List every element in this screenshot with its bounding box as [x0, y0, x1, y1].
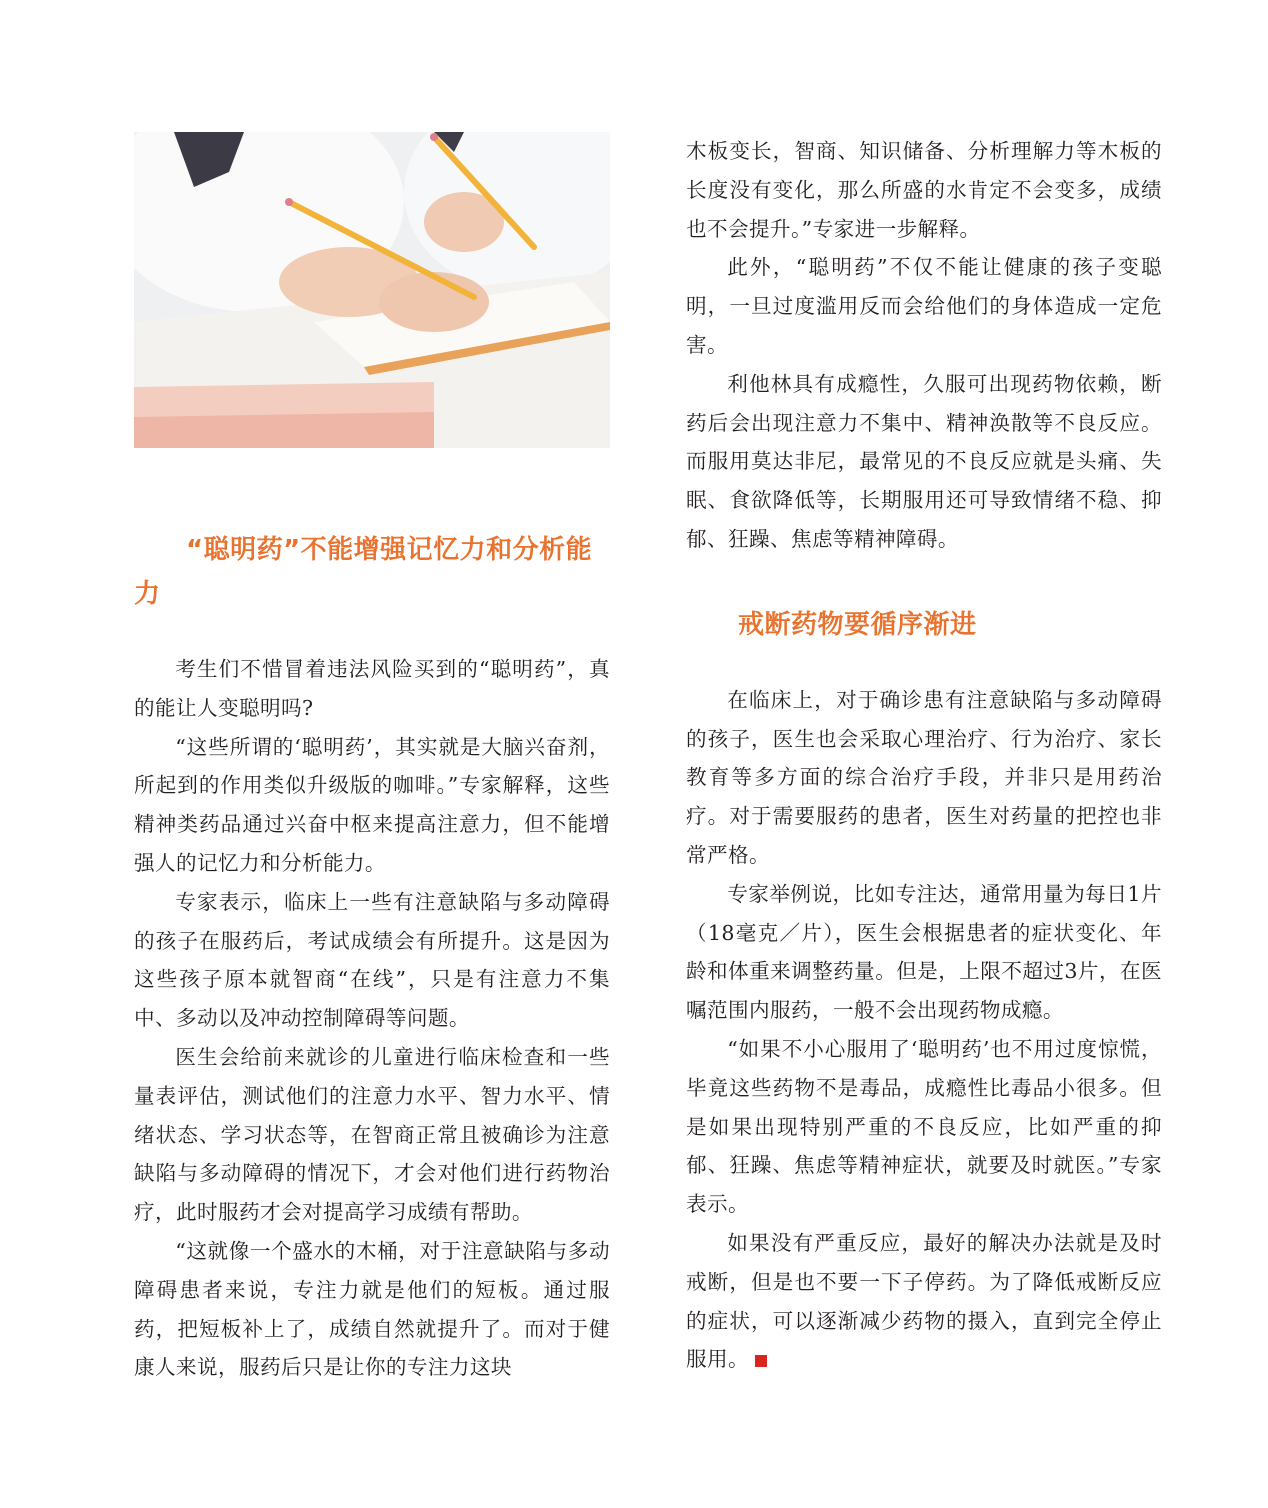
- paragraph: “如果不小心服用了‘聪明药’也不用过度惊慌，毕竟这些药物不是毒品，成瘾性比毒品小很多。但是如果出现特别严重的不良反应，比如严重的抑郁、狂躁、焦虑等精神症状，就要及时就医。”专家表示。: [686, 1036, 1162, 1217]
- students-writing-illustration: [134, 132, 610, 448]
- left-column: [134, 132, 610, 1387]
- article-photo: [134, 132, 610, 448]
- paragraph: “这就像一个盛水的木桶，对于注意缺陷与多动障碍患者来说，专注力就是他们的短板。通过服药，把短板补上了，成绩自然就提升了。而对于健康人来说，服药后只是让你的专注力这块: [134, 1238, 610, 1380]
- paragraph: 在临床上，对于确诊患有注意缺陷与多动障碍的孩子，医生也会采取心理治疗、行为治疗、家长教育等多方面的综合治疗手段，并非只是用药治疗。对于需要服药的患者，医生对药量的把控也非常严格。: [686, 687, 1162, 867]
- paragraph: 利他林具有成瘾性，久服可出现药物依赖，断药后会出现注意力不集中、精神涣散等不良反应。而服用莫达非尼，最常见的不良反应就是头痛、失眠、食欲降低等，长期服用还可导致情绪不稳、抑郁、狂躁、焦虑等精神障碍。: [686, 371, 1162, 551]
- paragraph-final: [686, 1224, 1162, 1379]
- section-heading-2: 戒断药物要循序渐进: [738, 609, 977, 640]
- section-heading-1: “聪明药”不能增强记忆力和分析能力: [134, 535, 593, 609]
- paragraph: 专家表示，临床上一些有注意缺陷与多动障碍的孩子在服药后，考试成绩会有所提升。这是因为这些孩子原本就智商“在线”，只是有注意力不集中、多动以及冲动控制障碍等问题。: [134, 889, 610, 1031]
- final-paragraph-text: 如果没有严重反应，最好的解决办法就是及时戒断，但是也不要一下子停药。为了降低戒断反应的症状，可以逐渐减少药物的摄入，直到完全停止服用。: [686, 1230, 1162, 1372]
- paragraph: 专家举例说，比如专注达，通常用量为每日1片（18毫克／片），医生会根据患者的症状变化、年龄和体重来调整药量。但是，上限不超过3片，在医嘱范围内服药，一般不会出现药物成瘾。: [686, 881, 1162, 1023]
- paragraph: “这些所谓的‘聪明药’，其实就是大脑兴奋剂，所起到的作用类似升级版的咖啡。”专家解释，这些精神类药品通过兴奋中枢来提高注意力，但不能增强人的记忆力和分析能力。: [134, 734, 610, 875]
- end-of-article-icon: s: [755, 1355, 767, 1367]
- right-column: [686, 132, 1162, 1379]
- paragraph-continued: 木板变长，智商、知识储备、分析理解力等木板的长度没有变化，那么所盛的水肯定不会变多，成绩也不会提升。”专家进一步解释。: [686, 139, 1162, 241]
- paragraph: 考生们不惜冒着违法风险买到的“聪明药”，真的能让人变聪明吗?: [134, 657, 610, 720]
- paragraph: 此外，“聪明药”不仅不能让健康的孩子变聪明，一旦过度滥用反而会给他们的身体造成一定危害。: [686, 255, 1162, 357]
- paragraph: 医生会给前来就诊的儿童进行临床检查和一些量表评估，测试他们的注意力水平、智力水平、情绪状态、学习状态等，在智商正常且被确诊为注意缺陷与多动障碍的情况下，才会对他们进行药物治疗，此时服药才会对提高学习成绩有帮助。: [134, 1044, 610, 1225]
